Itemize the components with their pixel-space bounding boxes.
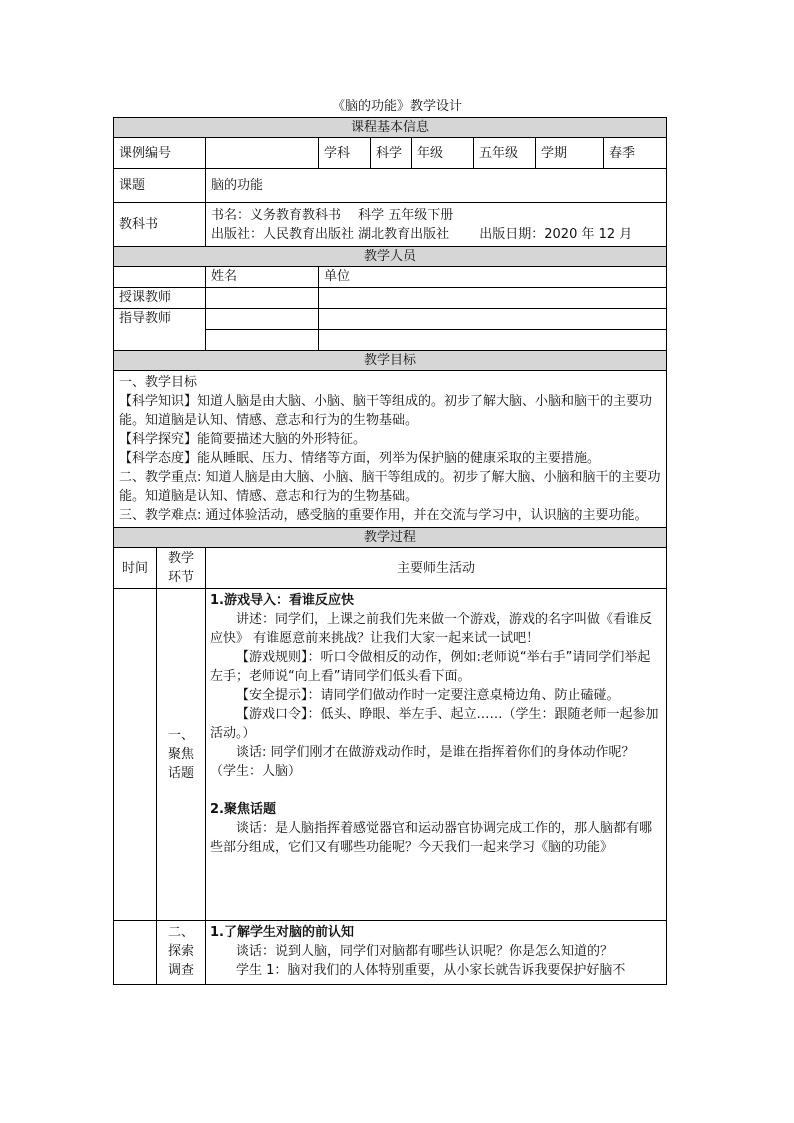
topic-value: 脑的功能 [206,169,667,203]
objectives-content [114,371,667,528]
objective-line: 【科学探究】能简要描述大脑的外形特征。 [119,432,367,447]
objective-line: 【科学态度】能从睡眠、压力、情绪等方面，列举为保护脑的健康采取的主要措施。 [119,451,601,466]
process-header: 教学过程 [114,528,667,548]
stage-2-time [114,921,157,985]
stage-1-heading-2: 2.聚焦话题 [210,802,276,817]
stage-1-heading-1: 1.游戏导入：看谁反应快 [210,593,354,608]
objectives-row [114,371,667,528]
textbook-info [206,203,667,247]
stage-2-row [114,921,667,985]
unit-label: 单位 [319,267,667,288]
activity-paragraph: 谈话：说到人脑，同学们对脑都有哪些认识呢？你是怎么知道的？ [236,944,614,959]
name-label: 姓名 [206,267,319,288]
objective-line: 三、教学难点: 通过体验活动，感受脑的重要作用，并在交流与学习中，认识脑的主要功能。 [119,508,648,523]
lecturer-row [114,288,667,309]
teachers-header: 教学人员 [114,247,667,267]
textbook-label: 教科书 [114,203,206,247]
stage-1-row [114,589,667,921]
advisor-unit-1 [319,309,667,330]
activity-paragraph: 谈话: 同学们刚才在做游戏动作时，是谁在指挥着你们的身体动作呢？ [236,745,635,760]
activity-paragraph: （学生：人脑） [210,764,302,779]
objectives-header: 教学目标 [114,351,667,371]
blank-line [210,781,662,800]
activity-paragraph: 讲述：同学们，上课之前我们先来做一个游戏，游戏的名字叫做《看谁反应快》 有谁愿意前来挑战？让我们大家一起来试一试吧！ [210,612,653,646]
textbook-line-1: 书名：义务教育教科书 科学 五年级下册 [211,207,454,223]
advisor-name-2 [206,330,319,351]
stage-1-time [114,589,157,921]
objective-line: 一、教学目标 [119,375,198,390]
advisor-name-1 [206,309,319,330]
objectives-header-row [114,351,667,371]
case-no-label: 课例编号 [114,138,206,169]
activity-paragraph: 【游戏口令】：低头、睁眼、举左手、起立……（学生：跟随老师一起参加活动。） [210,707,659,741]
advisor-label: 指导教师 [114,309,206,351]
teachers-header-row [114,247,667,267]
activity-paragraph: 【安全提示】：请同学们做动作时一定要注意桌椅边角、防止磕碰。 [236,688,620,703]
lecturer-name [206,288,319,309]
term-value: 春季 [604,138,667,169]
topic-label: 课题 [114,169,206,203]
document-title: 《脑的功能》教学设计 [331,99,462,114]
subject-value: 科学 [371,138,412,169]
lesson-plan-table [113,117,667,985]
activity-paragraph: 学生 1：脑对我们的人体特别重要，从小家长就告诉我要保护好脑不 [236,963,626,978]
objective-line: 【科学知识】知道人脑是由大脑、小脑、脑干等组成的。初步了解大脑、小脑和脑干的主要功能。知道脑是认知、情感、意志和行为的生物基础。 [119,394,653,428]
process-column-row [114,548,667,589]
case-number-row [114,138,667,169]
objective-line: 二、教学重点: 知道人脑是由大脑、小脑、脑干等组成的。初步了解大脑、小脑和脑干的主要功能。知道脑是认知、情感、意志和行为的生物基础。 [119,470,661,504]
stage-2-label: 二、探索调查 [157,921,206,985]
subject-label: 学科 [319,138,371,169]
case-no-value [206,138,319,169]
col-activity: 主要师生活动 [206,548,667,589]
teachers-blank-cell [114,267,206,288]
stage-2-heading-1: 1.了解学生对脑的前认知 [210,925,354,940]
term-label: 学期 [536,138,604,169]
stage-2-activity [206,921,667,985]
lecturer-unit [319,288,667,309]
grade-label: 年级 [412,138,474,169]
lecturer-label: 授课教师 [114,288,206,309]
process-header-row [114,528,667,548]
activity-paragraph: 谈话：是人脑指挥着感觉器官和运动器官协调完成工作的，那人脑都有哪些部分组成，它们又有哪些功能呢？今天我们一起来学习《脑的功能》 [210,821,653,855]
col-stage: 教学环节 [157,548,206,589]
basic-info-header-row [114,118,667,138]
basic-info-header: 课程基本信息 [114,118,667,138]
col-time: 时间 [114,548,157,589]
activity-paragraph: 【游戏规则】：听口令做相反的动作，例如:老师说“举右手”请同学们举起左手；老师说“向上看”请同学们低头看下面。 [210,650,651,684]
textbook-line-2: 出版社：人民教育出版社 湖北教育出版社 出版日期：2020 年 12 月 [211,226,633,242]
textbook-row [114,203,667,247]
advisor-unit-2 [319,330,667,351]
teachers-column-row [114,267,667,288]
grade-value: 五年级 [474,138,536,169]
advisor-row-1 [114,309,667,330]
topic-row [114,169,667,203]
stage-1-label: 一、聚焦话题 [157,589,206,921]
stage-1-activity [206,589,667,921]
